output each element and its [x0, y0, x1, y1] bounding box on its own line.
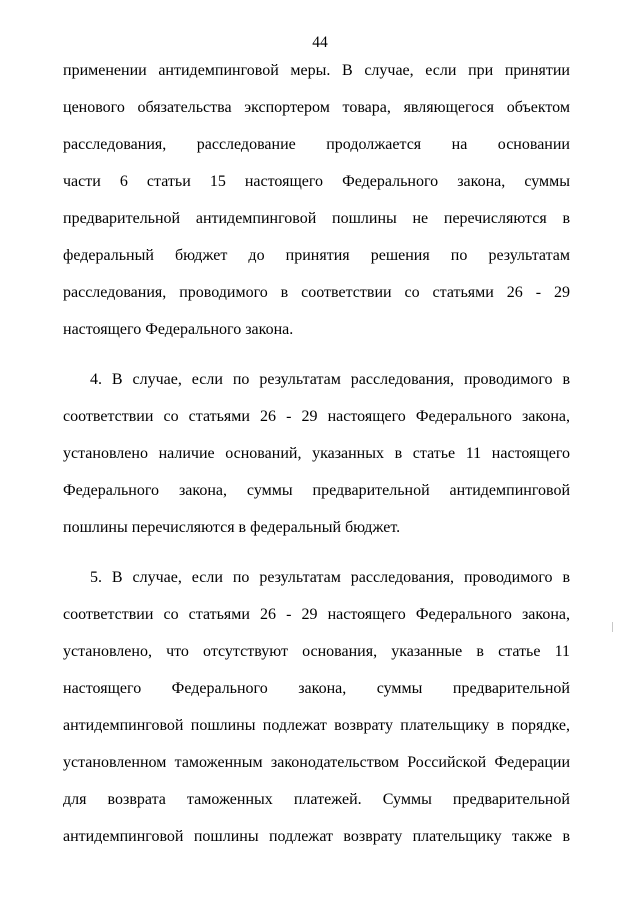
text-line: Федерального закона, суммы предварительной антидемпинговой: [63, 482, 570, 499]
text-line: антидемпинговой пошлины подлежат возврату плательщику в порядке,: [63, 717, 570, 734]
text-line: антидемпинговой пошлины подлежат возврату плательщику также в: [63, 828, 570, 845]
text-line: настоящего Федерального закона, суммы предварительной: [63, 680, 570, 697]
paragraph-item-4: [63, 361, 570, 546]
text-line: соответствии со статьями 26 - 29 настоящего Федерального закона,: [63, 408, 570, 425]
paragraph-item-5: [63, 559, 570, 855]
body-text: [63, 52, 570, 855]
text-line: федеральный бюджет до принятия решения по результатам: [63, 247, 570, 264]
text-line: предварительной антидемпинговой пошлины не перечисляются в: [63, 210, 570, 227]
text-line: настоящего Федерального закона.: [63, 321, 294, 338]
paragraph-continuation: [63, 52, 570, 348]
text-line: для возврата таможенных платежей. Суммы предварительной: [63, 791, 570, 808]
text-line: установлено наличие оснований, указанных в статье 11 настоящего: [63, 445, 570, 462]
text-line: пошлины перечисляются в федеральный бюджет.: [63, 519, 401, 536]
text-line: 5. В случае, если по результатам расследования, проводимого в: [90, 569, 570, 586]
text-line: применении антидемпинговой меры. В случае, если при принятии: [63, 62, 570, 79]
text-line: части 6 статьи 15 настоящего Федерального закона, суммы: [63, 173, 570, 190]
text-line: расследования, расследование продолжается на основании: [63, 136, 570, 153]
page-number: 44: [312, 34, 328, 51]
text-line: установлено, что отсутствуют основания, указанные в статье 11: [63, 643, 570, 660]
text-line: соответствии со статьями 26 - 29 настоящего Федерального закона,: [63, 606, 570, 623]
text-line: ценового обязательства экспортером товара, являющегося объектом: [63, 99, 570, 116]
text-line: 4. В случае, если по результатам расследования, проводимого в: [90, 371, 570, 388]
scan-mark: [612, 622, 613, 632]
text-line: установленном таможенным законодательством Российской Федерации: [63, 754, 570, 771]
text-line: расследования, проводимого в соответствии со статьями 26 - 29: [63, 284, 570, 301]
